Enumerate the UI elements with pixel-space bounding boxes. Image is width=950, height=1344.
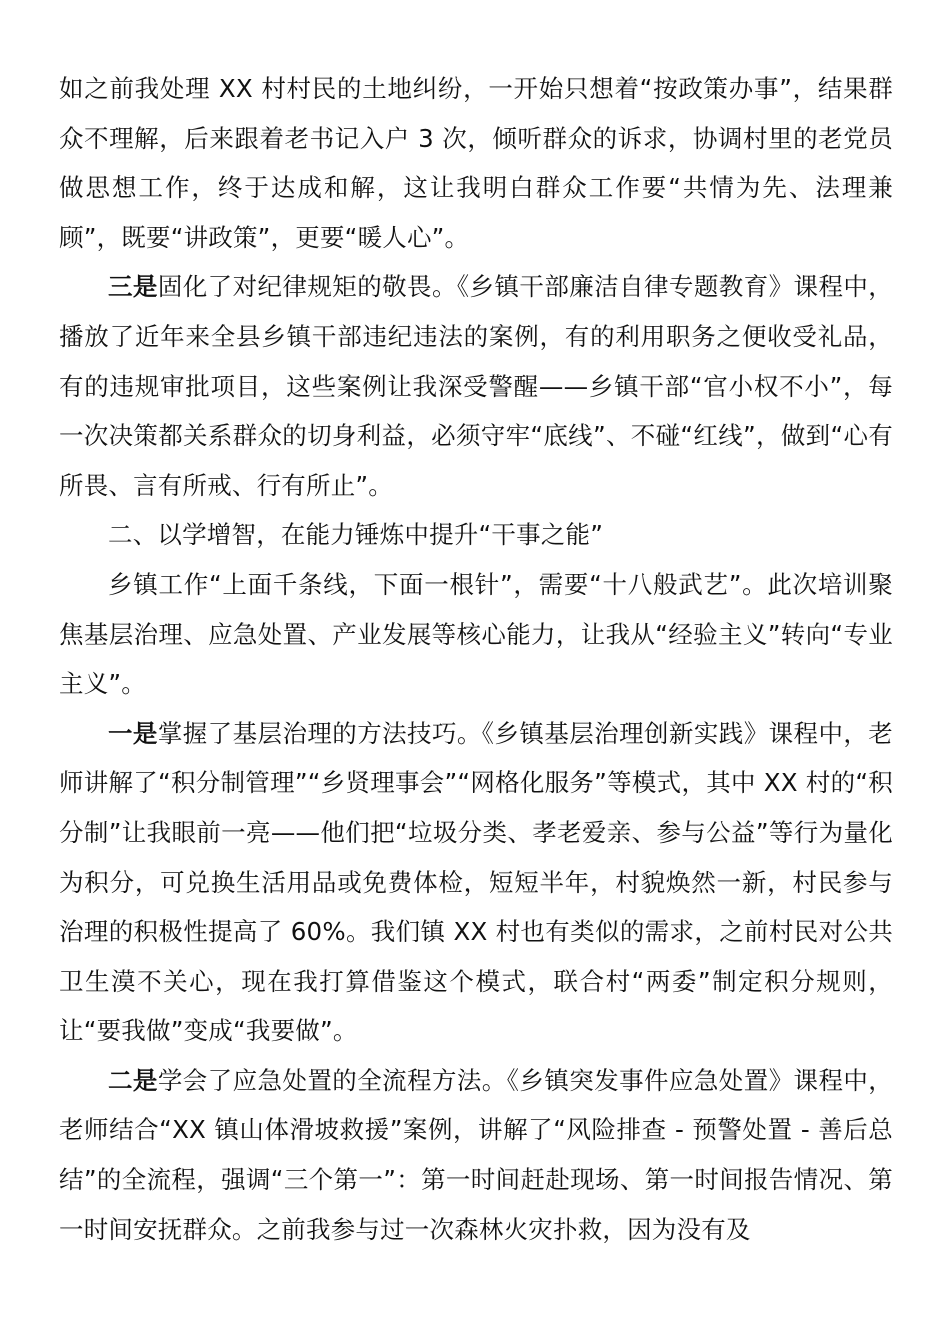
paragraph-section-intro xyxy=(59,560,893,709)
paragraph-discipline xyxy=(59,262,893,510)
paragraph-lead: 一是 xyxy=(108,718,158,748)
section-heading-text: 二、以学增智，在能力锤炼中提升“干事之能” xyxy=(108,520,604,550)
paragraph-emergency xyxy=(59,1056,893,1254)
paragraph-lead: 二是 xyxy=(108,1065,158,1095)
paragraph-text: 掌握了基层治理的方法技巧。《乡镇基层治理创新实践》课程中，老师讲解了“积分制管理”“乡贤理事会”“网格化服务”等模式，其中 XX 村的“积分制”让我眼前一亮——他们把“垃圾分类、孝老爱亲、参与公益”等行为量化为积分，可兑换生活用品或免费体检，短短半年，村貌焕然一新，村民参与治理的积极性提高了 60%。我们镇 XX 村也有类似的需求，之前村民对公共卫生漠不关心，现在我打算借鉴这个模式，联合村“两委”制定积分规则，让“要我做”变成“我要做”。 xyxy=(59,718,893,1046)
paragraph-text: 乡镇工作“上面千条线，下面一根针”，需要“十八般武艺”。此次培训聚焦基层治理、应急处置、产业发展等核心能力，让我从“经验主义”转向“专业主义”。 xyxy=(59,569,893,699)
paragraph-land-dispute xyxy=(59,64,893,262)
paragraph-governance xyxy=(59,709,893,1056)
paragraph-text: 学会了应急处置的全流程方法。《乡镇突发事件应急处置》课程中，老师结合“XX 镇山体滑坡救援”案例，讲解了“风险排查 - 预警处置 - 善后总结”的全流程，强调“三个第一”：第一时间赶赴现场、第一时间报告情况、第一时间安抚群众。之前我参与过一次森林火灾扑救，因为没有及 xyxy=(59,1065,893,1244)
paragraph-text: 如之前我处理 XX 村村民的土地纠纷，一开始只想着“按政策办事”，结果群众不理解，后来跟着老书记入户 3 次，倾听群众的诉求，协调村里的老党员做思想工作，终于达成和解，这让我明白群众工作要“共情为先、法理兼顾”，既要“讲政策”，更要“暖人心”。 xyxy=(59,74,893,252)
paragraph-text: 固化了对纪律规矩的敬畏。《乡镇干部廉洁自律专题教育》课程中，播放了近年来全县乡镇干部违纪违法的案例，有的利用职务之便收受礼品，有的违规审批项目，这些案例让我深受警醒——乡镇干部“官小权不小”，每一次决策都关系群众的切身利益，必须守牢“底线”、不碰“红线”，做到“心有所畏、言有所戒、行有所止”。 xyxy=(59,272,893,500)
paragraph-lead: 三是 xyxy=(108,272,158,302)
section-heading xyxy=(59,510,893,560)
document-page xyxy=(59,64,893,1254)
